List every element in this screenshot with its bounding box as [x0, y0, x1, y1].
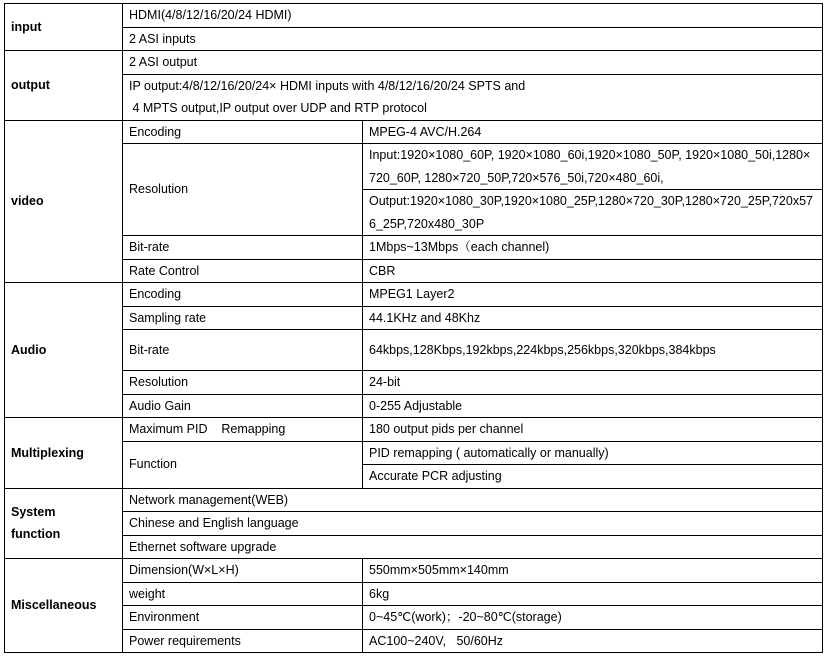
multiplexing-category: Multiplexing — [5, 418, 123, 489]
output-ip-line2: 4 MPTS output,IP output over UDP and RTP protocol — [129, 101, 427, 115]
video-resolution-output: Output:1920×1080_30P,1920×1080_25P,1280×720_30P,1280×720_25P,720x576_25P,720x480_30P — [363, 190, 823, 236]
system-upgrade: Ethernet software upgrade — [123, 535, 823, 559]
system-language: Chinese and English language — [123, 512, 823, 536]
video-ratecontrol-row — [5, 259, 823, 283]
video-resolution-row-1 — [5, 144, 823, 190]
misc-power-label: Power requirements — [123, 629, 363, 653]
audio-sampling-row — [5, 306, 823, 330]
audio-gain-value: 0-255 Adjustable — [363, 394, 823, 418]
audio-sampling-label: Sampling rate — [123, 306, 363, 330]
audio-resolution-row — [5, 371, 823, 395]
output-ip-line1: IP output:4/8/12/16/20/24× HDMI inputs with 4/8/12/16/20/24 SPTS and — [129, 78, 526, 93]
output-row-1 — [5, 51, 823, 75]
system-row-2 — [5, 512, 823, 536]
mux-pid-label: Maximum PID Remapping — [123, 418, 363, 442]
audio-gain-row — [5, 394, 823, 418]
system-network: Network management(WEB) — [123, 488, 823, 512]
video-category: video — [5, 120, 123, 283]
audio-bitrate-row — [5, 330, 823, 371]
audio-encoding-value: MPEG1 Layer2 — [363, 283, 823, 307]
video-bitrate-row — [5, 236, 823, 260]
video-resolution-input: Input:1920×1080_60P, 1920×1080_60i,1920×1080_50P, 1920×1080_50i,1280×720_60P, 1280×720_50P,720×576_50i,720×480_60i, — [363, 144, 823, 190]
mux-function-value-2: Accurate PCR adjusting — [363, 465, 823, 489]
video-ratecontrol-value: CBR — [363, 259, 823, 283]
video-resolution-label: Resolution — [123, 144, 363, 236]
input-hdmi: HDMI(4/8/12/16/20/24 HDMI) — [123, 4, 823, 28]
video-bitrate-label: Bit-rate — [123, 236, 363, 260]
audio-encoding-row — [5, 283, 823, 307]
output-row-2 — [5, 74, 823, 120]
audio-gain-label: Audio Gain — [123, 394, 363, 418]
audio-sampling-value: 44.1KHz and 48Khz — [363, 306, 823, 330]
input-row-2 — [5, 27, 823, 51]
misc-dimension-value: 550mm×505mm×140mm — [363, 559, 823, 583]
misc-weight-row — [5, 582, 823, 606]
mux-pid-value: 180 output pids per channel — [363, 418, 823, 442]
system-category-line1: System — [11, 504, 56, 519]
input-asi: 2 ASI inputs — [123, 27, 823, 51]
system-row-3 — [5, 535, 823, 559]
audio-bitrate-label: Bit-rate — [123, 330, 363, 371]
misc-dimension-row — [5, 559, 823, 583]
misc-power-row — [5, 629, 823, 653]
spec-table — [4, 3, 823, 653]
output-ip — [123, 74, 823, 120]
input-category: input — [5, 4, 123, 51]
input-row-1 — [5, 4, 823, 28]
misc-weight-label: weight — [123, 582, 363, 606]
misc-dimension-label: Dimension(W×L×H) — [123, 559, 363, 583]
misc-environment-label: Environment — [123, 606, 363, 630]
video-encoding-value: MPEG-4 AVC/H.264 — [363, 120, 823, 144]
video-encoding-label: Encoding — [123, 120, 363, 144]
mux-function-value-1: PID remapping ( automatically or manually) — [363, 441, 823, 465]
system-category-line2: function — [11, 527, 61, 542]
audio-category: Audio — [5, 283, 123, 418]
video-bitrate-value: 1Mbps~13Mbps（each channel) — [363, 236, 823, 260]
system-category — [5, 488, 123, 559]
video-ratecontrol-label: Rate Control — [123, 259, 363, 283]
misc-environment-value: 0~45℃(work)；-20~80℃(storage) — [363, 606, 823, 630]
audio-bitrate-value: 64kbps,128Kbps,192kbps,224kbps,256kbps,320kbps,384kbps — [363, 330, 823, 371]
misc-weight-value: 6kg — [363, 582, 823, 606]
misc-environment-row — [5, 606, 823, 630]
mux-pid-row — [5, 418, 823, 442]
audio-resolution-label: Resolution — [123, 371, 363, 395]
audio-resolution-value: 24-bit — [363, 371, 823, 395]
system-row-1 — [5, 488, 823, 512]
misc-category: Miscellaneous — [5, 559, 123, 653]
mux-function-label: Function — [123, 441, 363, 488]
misc-power-value: AC100~240V, 50/60Hz — [363, 629, 823, 653]
audio-encoding-label: Encoding — [123, 283, 363, 307]
output-category: output — [5, 51, 123, 121]
mux-function-row-1 — [5, 441, 823, 465]
video-encoding-row — [5, 120, 823, 144]
output-asi: 2 ASI output — [123, 51, 823, 75]
